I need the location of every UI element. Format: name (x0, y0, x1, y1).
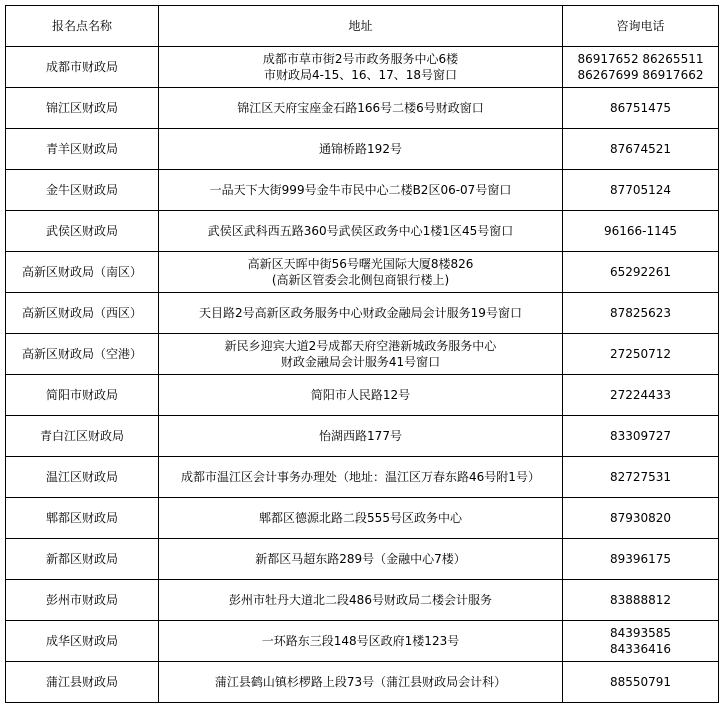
table-row (6, 88, 719, 129)
office-phone (563, 457, 719, 498)
office-name: 锦江区财政局 (6, 88, 159, 129)
table-row (6, 170, 719, 211)
address-line: 天目路2号高新区政务服务中心财政金融局会计服务19号窗口 (199, 306, 522, 320)
office-phone (563, 211, 719, 252)
address-line: 成都市草市街2号市政务服务中心6楼 (262, 52, 459, 66)
phone-line: 83888812 (609, 593, 672, 607)
table-row (6, 416, 719, 457)
phone-line: 27224433 (609, 388, 672, 402)
phone-line: 86751475 (609, 101, 672, 115)
address-line: 彭州市牡丹大道北二段486号财政局二楼会计服务 (229, 593, 492, 607)
registration-points-table (5, 5, 719, 703)
office-name: 新都区财政局 (6, 539, 159, 580)
office-name: 武侯区财政局 (6, 211, 159, 252)
table-row (6, 293, 719, 334)
office-address (159, 170, 563, 211)
office-name: 彭州市财政局 (6, 580, 159, 621)
phone-line: 82727531 (609, 470, 672, 484)
office-address (159, 334, 563, 375)
phone-line: 86917652 86265511 (577, 52, 704, 66)
office-phone (563, 580, 719, 621)
phone-line: 96166-1145 (603, 224, 678, 238)
office-address (159, 539, 563, 580)
address-line: 市财政局4-15、16、17、18号窗口 (263, 68, 458, 82)
phone-line: 87825623 (609, 306, 672, 320)
office-address (159, 252, 563, 293)
address-line: 成都市温江区会计事务办理处（地址：温江区万春东路46号附1号） (181, 470, 540, 484)
address-line: 怡湖西路177号 (319, 429, 402, 443)
phone-line: 83309727 (609, 429, 672, 443)
table-row (6, 662, 719, 703)
office-address (159, 457, 563, 498)
office-phone (563, 88, 719, 129)
office-phone (563, 129, 719, 170)
phone-line: 88550791 (609, 675, 672, 689)
address-line: 财政金融局会计服务41号窗口 (280, 355, 441, 369)
office-address (159, 416, 563, 457)
office-name: 成都市财政局 (6, 47, 159, 88)
phone-line: 87674521 (609, 142, 672, 156)
address-line: 锦江区天府宝座金石路166号二楼6号财政窗口 (237, 101, 484, 115)
address-line: 新民乡迎宾大道2号成都天府空港新城政务服务中心 (224, 339, 497, 353)
office-address (159, 129, 563, 170)
table-row (6, 580, 719, 621)
table-row (6, 539, 719, 580)
office-phone (563, 334, 719, 375)
address-line: 新都区马超东路289号（金融中心7楼） (255, 552, 466, 566)
address-line: (高新区管委会北侧包商银行楼上) (271, 273, 450, 287)
phone-line: 87705124 (609, 183, 672, 197)
office-address (159, 662, 563, 703)
office-name: 郫都区财政局 (6, 498, 159, 539)
table-row (6, 375, 719, 416)
address-line: 通锦桥路192号 (319, 142, 402, 156)
table-row (6, 129, 719, 170)
table-row (6, 47, 719, 88)
address-line: 简阳市人民路12号 (310, 388, 411, 402)
office-phone (563, 293, 719, 334)
header-name: 报名点名称 (6, 6, 159, 47)
office-name: 青羊区财政局 (6, 129, 159, 170)
office-phone (563, 498, 719, 539)
office-name: 金牛区财政局 (6, 170, 159, 211)
table-row (6, 498, 719, 539)
office-address (159, 47, 563, 88)
office-name: 高新区财政局（西区） (6, 293, 159, 334)
phone-line: 86267699 86917662 (577, 68, 704, 82)
office-phone (563, 375, 719, 416)
phone-line: 27250712 (609, 347, 672, 361)
office-address (159, 498, 563, 539)
office-name: 蒲江县财政局 (6, 662, 159, 703)
office-address (159, 293, 563, 334)
table-row (6, 621, 719, 662)
office-address (159, 580, 563, 621)
phone-line: 84336416 (609, 642, 672, 656)
address-line: 一品天下大街999号金牛市民中心二楼B2区06-07号窗口 (209, 183, 512, 197)
address-line: 高新区天晖中街56号曙光国际大厦8楼826 (247, 257, 474, 271)
office-name: 青白江区财政局 (6, 416, 159, 457)
table-row (6, 211, 719, 252)
office-address (159, 375, 563, 416)
office-phone (563, 621, 719, 662)
address-line: 一环路东三段148号区政府1楼123号 (261, 634, 460, 648)
office-name: 高新区财政局（南区） (6, 252, 159, 293)
office-name: 高新区财政局（空港） (6, 334, 159, 375)
office-address (159, 211, 563, 252)
header-address: 地址 (159, 6, 563, 47)
office-phone (563, 47, 719, 88)
phone-line: 89396175 (609, 552, 672, 566)
phone-line: 65292261 (609, 265, 672, 279)
office-phone (563, 416, 719, 457)
table-row (6, 252, 719, 293)
office-address (159, 88, 563, 129)
address-line: 武侯区武科西五路360号武侯区政务中心1楼1区45号窗口 (207, 224, 514, 238)
office-name: 简阳市财政局 (6, 375, 159, 416)
table-header-row (6, 6, 719, 47)
office-address (159, 621, 563, 662)
office-name: 成华区财政局 (6, 621, 159, 662)
office-phone (563, 170, 719, 211)
header-phone: 咨询电话 (563, 6, 719, 47)
phone-line: 84393585 (609, 626, 672, 640)
address-line: 蒲江县鹤山镇杉椤路上段73号（蒲江县财政局会计科） (214, 675, 507, 689)
phone-line: 87930820 (609, 511, 672, 525)
office-phone (563, 662, 719, 703)
office-phone (563, 539, 719, 580)
table-row (6, 457, 719, 498)
address-line: 郫都区德源北路二段555号区政务中心 (259, 511, 462, 525)
office-name: 温江区财政局 (6, 457, 159, 498)
office-phone (563, 252, 719, 293)
table-row (6, 334, 719, 375)
